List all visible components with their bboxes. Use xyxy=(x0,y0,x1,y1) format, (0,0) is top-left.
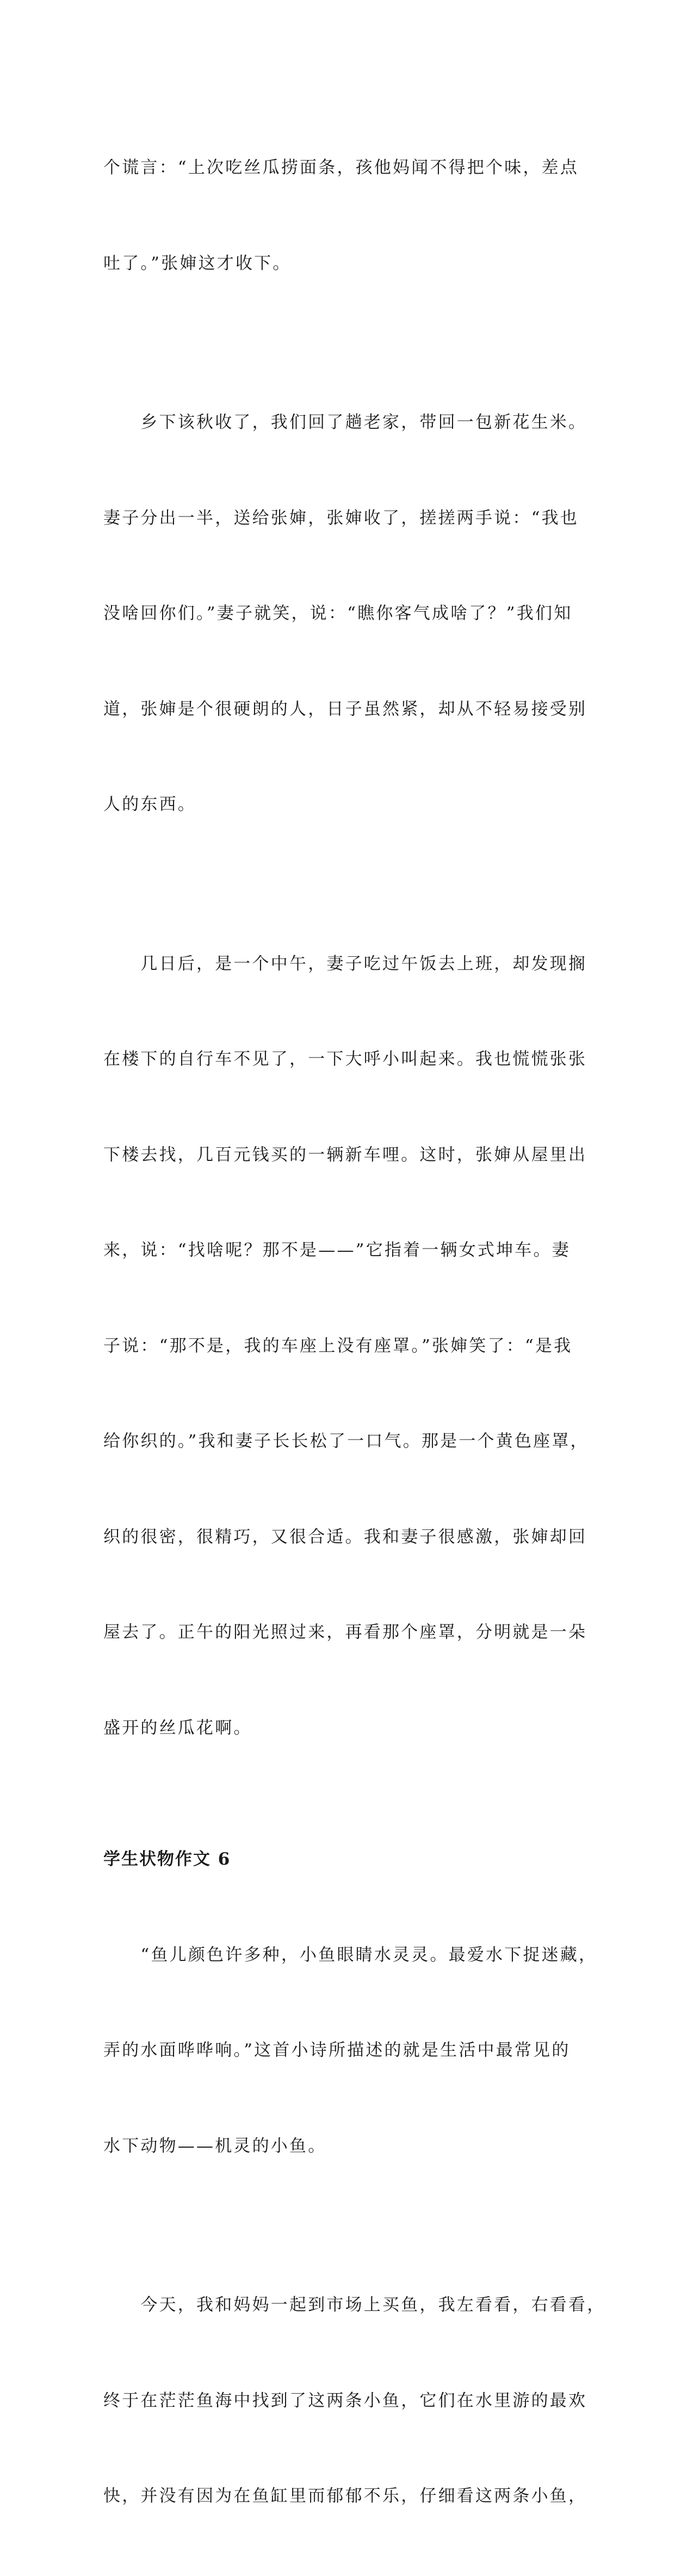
text-line: 弄的水面哗哗响。”这首小诗所描述的就是生活中最常见的 xyxy=(103,2040,571,2060)
text-line: 在楼下的自行车不见了，一下大呼小叫起来。我也慌慌张张 xyxy=(103,1049,587,1069)
text-line: 几日后，是一个中午，妻子吃过午饭去上班，却发现搁 xyxy=(103,954,587,974)
section-gap xyxy=(103,1807,582,1843)
text-line: 乡下该秋收了，我们回了趟老家，带回一包新花生米。 xyxy=(103,413,587,432)
text-line: 下楼去找，几百元钱买的一辆新车哩。这时，张婶从屋里出 xyxy=(103,1145,587,1165)
text-line: 子说：“那不是，我的车座上没有座罩。”张婶笑了：“是我 xyxy=(103,1336,573,1356)
paragraph-story1-1 xyxy=(103,88,582,343)
text-line: 屋去了。正午的阳光照过来，再看那个座罩，分明就是一朵 xyxy=(103,1622,587,1642)
text-line: 人的东西。 xyxy=(103,795,196,814)
document-page xyxy=(103,88,606,2576)
text-line: 终于在茫茫鱼海中找到了这两条小鱼，它们在水里游的最欢 xyxy=(103,2390,587,2411)
text-line: “鱼儿颜色许多种，小鱼眼睛水灵灵。最爱水下捉迷藏， xyxy=(103,1945,598,1965)
text-line: 盛开的丝瓜花啊。 xyxy=(103,1718,252,1738)
text-line: 个谎言：“上次吃丝瓜捞面条，孩他妈闻不得把个味，差点 xyxy=(103,158,579,177)
text-line: 今天，我和妈妈一起到市场上买鱼，我左看看，右看看， xyxy=(103,2295,606,2315)
paragraph-story1-2 xyxy=(103,343,587,884)
paragraph-story2-1 xyxy=(103,1876,598,2226)
text-line: 道，张婶是个很硬朗的人，日子虽然紧，却从不轻易接受别 xyxy=(103,699,587,719)
text-line: 吐了。”张婶这才收下。 xyxy=(103,253,292,273)
section-heading: 学生状物作文 6 xyxy=(103,1849,231,1869)
text-line: 妻子分出一半，送给张婶，张婶收了，搓搓两手说：“我也 xyxy=(103,508,579,528)
text-line: 没啥回你们。”妻子就笑，说：“瞧你客气成啥了？”我们知 xyxy=(103,604,573,623)
paragraph-story1-3 xyxy=(103,884,589,1808)
text-line: 快，并没有因为在鱼缸里而郁郁不乐，仔细看这两条小鱼， xyxy=(103,2486,587,2506)
text-line: 来，说：“找啥呢？那不是——”它指着一辆女式坤车。妻 xyxy=(103,1240,571,1260)
paragraph-story2-2 xyxy=(103,2225,606,2576)
text-line: 织的很密，很精巧，又很合适。我和妻子很感激，张婶却回 xyxy=(103,1527,587,1547)
text-line: 水下动物——机灵的小鱼。 xyxy=(103,2136,327,2156)
text-line: 给你织的。”我和妻子长长松了一口气。那是一个黄色座罩， xyxy=(103,1431,589,1451)
